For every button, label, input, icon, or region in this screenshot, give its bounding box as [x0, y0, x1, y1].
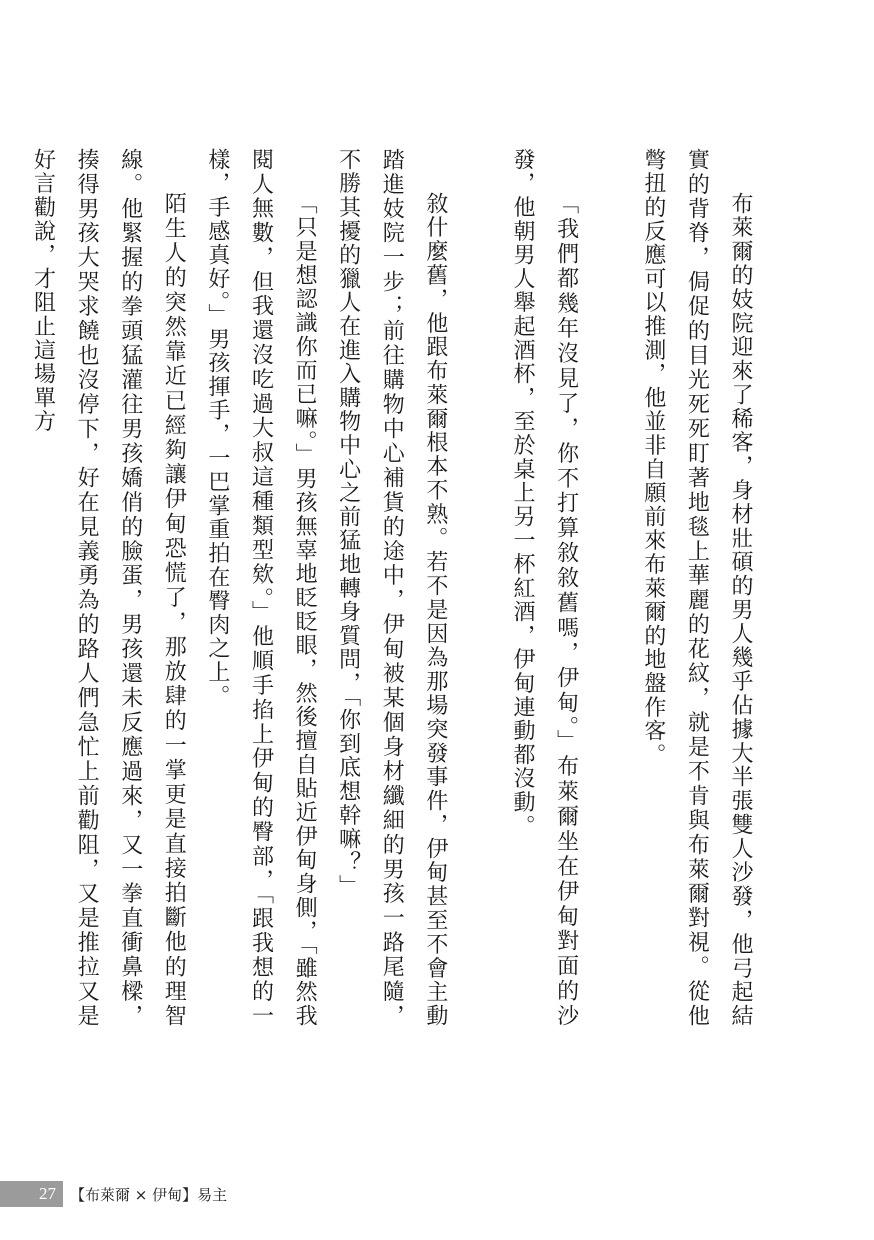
paragraph: 「只是想認識你而已嘛。」男孩無辜地眨眨眼，然後擅自貼近伊甸身側，「雖然我閱人無數，但我還沒吃過大叔這種類型欸。」他順手掐上伊甸的臀部，「跟我想的一樣，手感真好。」男孩揮手，一巴掌重拍在臀肉之上。	[204, 148, 318, 1028]
running-title: 【布萊爾 × 伊甸】易主	[70, 1185, 228, 1204]
blank-line	[588, 148, 632, 1028]
paragraph: 陌生人的突然靠近已經夠讓伊甸恐慌了，那放肆的一掌更是直接拍斷他的理智線。他緊握的拳頭猛灌往男孩嬌俏的臉蛋，男孩還未反應過來，又一拳直衝鼻樑，揍得男孩大哭求饒也沒停下，好在見義勇為的路人們急忙上前勸阻，又是推拉又是好言勸說，才阻止這場單方	[30, 148, 187, 1028]
blank-line	[457, 148, 501, 1028]
paragraph: 敘什麼舊，他跟布萊爾根本不熟。若不是因為那場突發事件，伊甸甚至不會主動踏進妓院一步；前往購物中心補貨的途中，伊甸被某個身材纖細的男孩一路尾隨，不勝其擾的獵人在進入購物中心之前猛地轉身質問，「你到底想幹嘛？」	[335, 148, 448, 1028]
paragraph: 布萊爾的妓院迎來了稀客，身材壯碩的男人幾乎佔據大半張雙人沙發，他弓起結實的背脊，侷促的目光死死盯著地毯上華麗的花紋，就是不肯與布萊爾對視。從他彆扭的反應可以推測，他並非自願前來布萊爾的地盤作客。	[640, 148, 753, 1028]
page-number: 27	[0, 1181, 63, 1207]
page-footer	[0, 1181, 227, 1207]
paragraph: 「我們都幾年沒見了，你不打算敘敘舊嗎，伊甸。」布萊爾坐在伊甸對面的沙發，他朝男人舉起酒杯，至於桌上另一杯紅酒，伊甸連動都沒動。	[510, 148, 579, 1028]
body-text	[30, 148, 762, 1028]
